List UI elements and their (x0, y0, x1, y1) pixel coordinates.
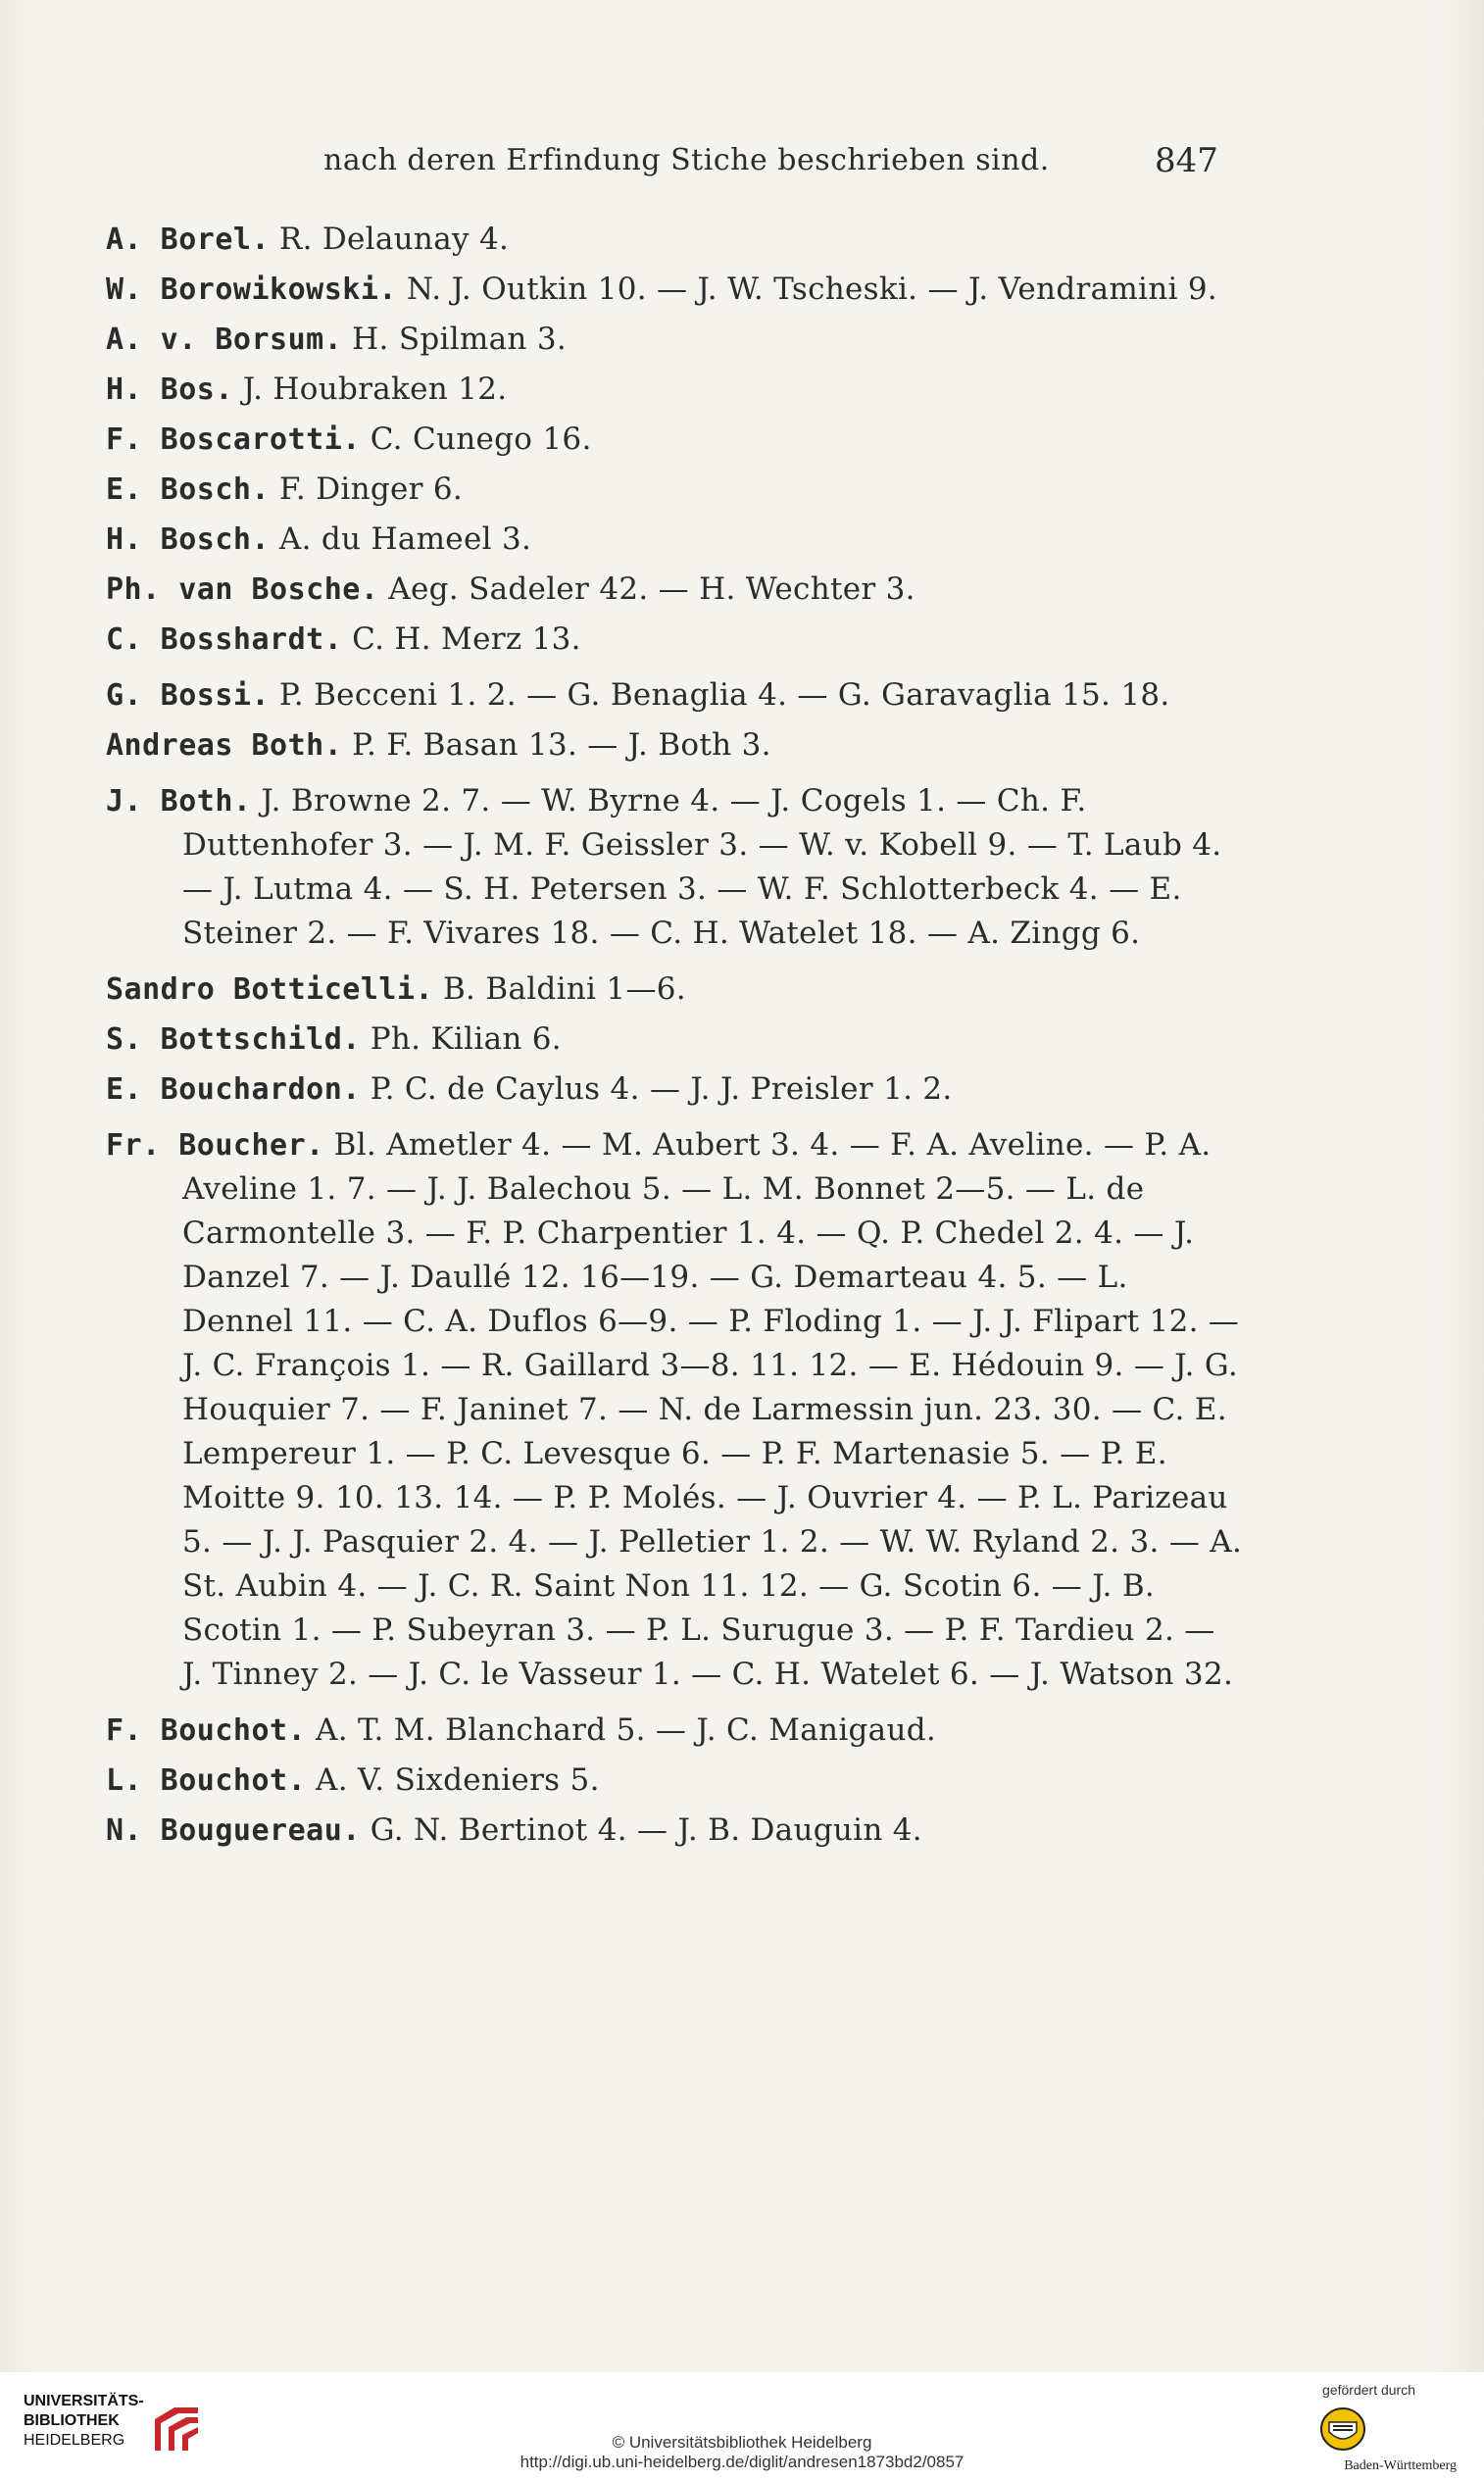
engraver-list: G. N. Bertinot 4. — J. B. Dauguin 4. (370, 1812, 922, 1848)
index-entry (106, 418, 1243, 462)
engraver-list: H. Spilman 3. (352, 322, 567, 357)
artist-name: W. Borowikowski. (106, 273, 397, 307)
index-entry (106, 1759, 1243, 1803)
artist-name: G. Bossi. (106, 678, 271, 713)
library-name-line3: HEIDELBERG (24, 2432, 125, 2449)
index-entries (106, 218, 1243, 1859)
artist-name: Fr. Boucher. (106, 1128, 324, 1163)
engraver-list: P. C. de Caylus 4. — J. J. Preisler 1. 2. (370, 1071, 953, 1107)
artist-name: C. Bosshardt. (106, 622, 343, 657)
engraver-list: A. T. M. Blanchard 5. — J. C. Manigaud. (316, 1712, 937, 1748)
index-entry (106, 1709, 1243, 1753)
index-entry (106, 1123, 1243, 1697)
artist-name: J. Both. (106, 784, 252, 818)
artist-name: E. Bouchardon. (106, 1072, 361, 1107)
artist-name: L. Bouchot. (106, 1763, 307, 1798)
index-entry (106, 368, 1243, 412)
engraver-list: N. J. Outkin 10. — J. W. Tscheski. — J. Vendramini 9. (406, 272, 1218, 307)
index-entry (106, 723, 1243, 768)
funder-name: Baden-Württemberg (1344, 2458, 1457, 2473)
page-number: 847 (1155, 141, 1218, 180)
library-name-line2: BIBLIOTHEK (24, 2412, 120, 2429)
library-name-line1: UNIVERSITÄTS- (24, 2393, 144, 2409)
copyright-notice (0, 2433, 1484, 2472)
artist-name: F. Boscarotti. (106, 422, 361, 457)
artist-name: Sandro Botticelli. (106, 972, 434, 1007)
funding-label: gefördert durch (1322, 2382, 1415, 2398)
artist-name: A. v. Borsum. (106, 322, 343, 357)
artist-name: N. Bouguereau. (106, 1813, 361, 1848)
engraver-list: A. V. Sixdeniers 5. (316, 1762, 600, 1798)
engraver-list: J. Browne 2. 7. — W. Byrne 4. — J. Cogels 1. — Ch. F. Duttenhofer 3. — J. M. F. Geissler 3. — W. v. Kobell 9. — T. Laub 4. — J. Lutma 4. — S. H. Petersen 3. — W. F. Schlotterbeck 4. — E. Steiner 2. — F. Vivares 18. — C. H. Watelet 18. — A. Zingg 6. (182, 783, 1222, 951)
copyright-text: © Universitätsbibliothek Heidelberg (612, 2433, 872, 2452)
index-entry (106, 268, 1243, 312)
artist-name: A. Borel. (106, 223, 271, 257)
artist-name: S. Bottschild. (106, 1022, 361, 1057)
baden-wuerttemberg-emblem-icon (1319, 2406, 1366, 2452)
engraver-list: Bl. Ametler 4. — M. Aubert 3. 4. — F. A. Aveline. — P. A. Aveline 1. 7. — J. J. Balechou 5. — L. M. Bonnet 2—5. — L. de Carmontelle 3. — F. P. Charpentier 1. 4. — Q. P. Chedel 2. 4. — J. Danzel 7. — J. Daullé 12. 16—19. — G. Demarteau 4. 5. — L. Dennel 11. — C. A. Duflos 6—9. — P. Floding 1. — J. J. Flipart 12. — J. C. François 1. — R. Gaillard 3—8. 11. 12. — E. Hédouin 9. — J. G. Houquier 7. — F. Janinet 7. — N. de Larmessin jun. 23. 30. — C. E. Lempereur 1. — P. C. Levesque 6. — P. F. Martenasie 5. — P. E. Moitte 9. 10. 13. 14. — P. P. Molés. — J. Ouvrier 4. — P. L. Parizeau 5. — J. J. Pasquier 2. 4. — J. Pelletier 1. 2. — W. W. Ryland 2. 3. — A. St. Aubin 4. — J. C. R. Saint Non 11. 12. — G. Scotin 6. — J. B. Scotin 1. — P. Subeyran 3. — P. L. Surugue 3. — P. F. Tardieu 2. — J. Tinney 2. — J. C. le Vasseur 1. — C. H. Watelet 6. — J. Watson 32. (182, 1127, 1243, 1692)
running-title: nach deren Erfindung Stiche beschrieben sind. (323, 143, 1050, 177)
engraver-list: B. Baldini 1—6. (442, 971, 686, 1007)
artist-name: Andreas Both. (106, 728, 343, 763)
artist-name: H. Bosch. (106, 522, 271, 557)
engraver-list: R. Delaunay 4. (278, 222, 510, 257)
index-entry (106, 779, 1243, 956)
digitization-footer (0, 2372, 1484, 2480)
engraver-list: F. Dinger 6. (278, 471, 464, 507)
engraver-list: Aeg. Sadeler 42. — H. Wechter 3. (388, 571, 915, 607)
index-entry (106, 1809, 1243, 1853)
engraver-list: J. Houbraken 12. (242, 372, 508, 407)
engraver-list: A. du Hameel 3. (278, 521, 532, 557)
engraver-list: P. Becceni 1. 2. — G. Benaglia 4. — G. Garavaglia 15. 18. (278, 677, 1170, 713)
index-entry (106, 568, 1243, 612)
index-entry (106, 468, 1243, 512)
index-entry (106, 1067, 1243, 1112)
index-entry (106, 673, 1243, 718)
index-entry (106, 318, 1243, 362)
engraver-list: P. F. Basan 13. — J. Both 3. (352, 727, 771, 763)
index-entry (106, 218, 1243, 262)
index-entry (106, 967, 1243, 1012)
artist-name: F. Bouchot. (106, 1713, 307, 1748)
artist-name: H. Bos. (106, 372, 233, 407)
artist-name: E. Bosch. (106, 472, 271, 507)
permalink[interactable]: http://digi.ub.uni-heidelberg.de/diglit/andresen1873bd2/0857 (519, 2453, 965, 2471)
index-entry (106, 618, 1243, 662)
engraver-list: Ph. Kilian 6. (370, 1021, 562, 1057)
engraver-list: C. Cunego 16. (370, 422, 592, 457)
artist-name: Ph. van Bosche. (106, 572, 379, 607)
index-entry (106, 518, 1243, 562)
index-entry (106, 1017, 1243, 1062)
engraver-list: C. H. Merz 13. (352, 621, 581, 657)
